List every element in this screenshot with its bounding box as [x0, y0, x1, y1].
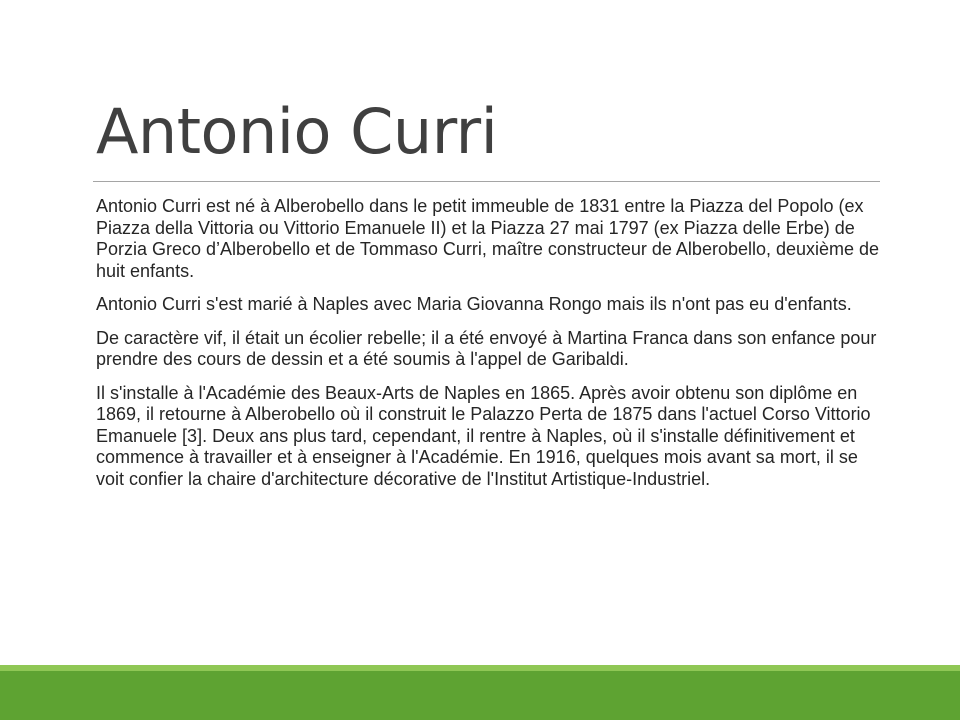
slide-body [96, 196, 882, 502]
paragraph-career: Il s'installe à l'Académie des Beaux-Arts de Naples en 1865. Après avoir obtenu son diplôme en 1869, il retourne à Alberobello où il construit le Palazzo Perta de 1875 dans l'actuel Corso Vittorio Emanuele [3]. Deux ans plus tard, cependant, il rentre à Naples, où il s'installe définitivement et commence à travailler et à enseigner à l'Académie. En 1916, quelques mois avant sa mort, il se voit confier la chaire d'architecture décorative de l'Institut Artistique-Industriel. [96, 382, 871, 489]
slide-title: Antonio Curri [96, 95, 498, 168]
paragraph-childhood: De caractère vif, il était un écolier rebelle; il a été envoyé à Martina Franca dans son enfance pour prendre des cours de dessin et a été soumis à l'appel de Garibaldi. [96, 327, 877, 369]
footer-accent-bar [0, 671, 960, 720]
title-divider [93, 181, 880, 182]
paragraph-marriage: Antonio Curri s'est marié à Naples avec Maria Giovanna Rongo mais ils n'ont pas eu d'enfants. [96, 294, 852, 314]
paragraph-birth: Antonio Curri est né à Alberobello dans le petit immeuble de 1831 entre la Piazza del Popolo (ex Piazza della Vittoria ou Vittorio Emanuele II) et la Piazza 27 mai 1797 (ex Piazza delle Erbe) de Porzia Greco d’Alberobello et de Tommaso Curri, maître constructeur de Alberobello, deuxième de huit enfants. [96, 196, 880, 281]
